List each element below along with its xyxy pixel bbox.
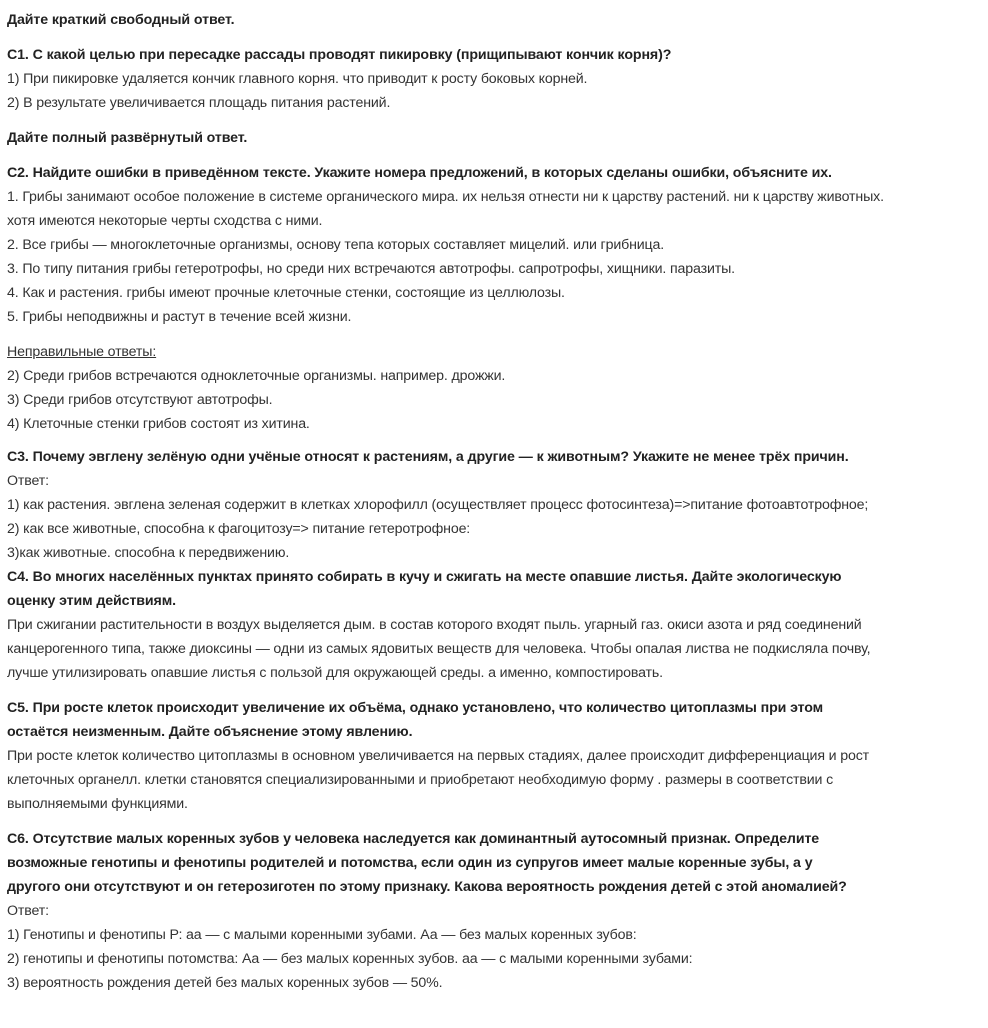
answer-line: клеточных органелл. клетки становятся специализированными и приобретают необходимую форму . размеры в соответствии с <box>7 772 834 788</box>
question-c6 <box>7 827 987 995</box>
answer-line: 2) Среди грибов встречаются одноклеточные организмы. например. дрожжи. <box>7 368 506 384</box>
answer-line: 3)как животные. способна к передвижению. <box>7 545 290 561</box>
question-title: оценку этим действиям. <box>7 593 176 609</box>
answer-line: 4) Клеточные стенки грибов состоят из хитина. <box>7 416 310 432</box>
answer-line: канцерогенного типа, также диоксины — одни из самых ядовитых веществ для человека. Чтобы опалая листва не подкисляла почву, <box>7 641 871 657</box>
answer-line: 2) как все животные, способна к фагоцитозу=> питание гетеротрофное: <box>7 521 471 537</box>
answer-line: 2) генотипы и фенотипы потомства: Аа — без малых коренных зубов. аа — с малыми коренными зубами: <box>7 951 693 967</box>
question-c2 <box>7 161 987 436</box>
question-title: С3. Почему эвглену зелёную одни учёные относят к растениям, а другие — к животным? Укажите не менее трёх причин. <box>7 449 849 465</box>
text-line: 1. Грибы занимают особое положение в системе органического мира. их нельзя отнести ни к царству растений. ни к царству животных. <box>7 189 884 205</box>
question-title: С4. Во многих населённых пунктах принято собирать в кучу и сжигать на месте опавшие листья. Дайте экологическую <box>7 569 842 585</box>
question-c1 <box>7 43 987 115</box>
answer-line: 1) Генотипы и фенотипы Р: аа — с малыми коренными зубами. Аа — без малых коренных зубов: <box>7 927 637 943</box>
intro-full-heading: Дайте полный развёрнутый ответ. <box>7 130 248 146</box>
question-c4 <box>7 565 987 685</box>
text-line: хотя имеются некоторые черты сходства с ними. <box>7 213 323 229</box>
answer-line: 1) как растения. эвглена зеленая содержит в клетках хлорофилл (осуществляет процесс фотосинтеза)=>питание фотоавтотрофное; <box>7 497 869 513</box>
question-title: С5. При росте клеток происходит увеличение их объёма, однако установлено, что количество цитоплазмы при этом <box>7 700 824 716</box>
question-title: С2. Найдите ошибки в приведённом тексте. Укажите номера предложений, в которых сделаны ошибки, объясните их. <box>7 165 832 181</box>
answer-line: 3) вероятность рождения детей без малых коренных зубов — 50%. <box>7 975 443 991</box>
answer-label: Ответ: <box>7 473 49 489</box>
text-line: 5. Грибы неподвижны и растут в течение всей жизни. <box>7 309 352 325</box>
question-title: остаётся неизменным. Дайте объяснение этому явлению. <box>7 724 413 740</box>
text-line: 3. По типу питания грибы гетеротрофы, но среди них встречаются автотрофы. сапротрофы, хищники. паразиты. <box>7 261 735 277</box>
question-title: другого они отсутствуют и он гетерозиготен по этому признаку. Какова вероятность рождения детей с этой аномалией? <box>7 879 847 895</box>
question-title: С1. С какой целью при пересадке рассады проводят пикировку (прищипывают кончик корня)? <box>7 47 672 63</box>
question-title: возможные генотипы и фенотипы родителей и потомства, если один из супругов имеет малые коренные зубы, а у <box>7 855 813 871</box>
answer-line: 2) В результате увеличивается площадь питания растений. <box>7 95 391 111</box>
text-line: 2. Все грибы — многоклеточные организмы, основу тепа которых составляет мицелий. или грибница. <box>7 237 665 253</box>
answer-line: При росте клеток количество цитоплазмы в основном увеличивается на первых стадиях, далее происходит дифференциация и рост <box>7 748 869 764</box>
wrong-answers-label: Неправильные ответы: <box>7 344 157 360</box>
answer-line: 3) Среди грибов отсутствуют автотрофы. <box>7 392 273 408</box>
text-line: 4. Как и растения. грибы имеют прочные клеточные стенки, состоящие из целлюлозы. <box>7 285 565 301</box>
intro-short-heading: Дайте краткий свободный ответ. <box>7 12 235 28</box>
document-body <box>7 8 987 995</box>
answer-line: 1) При пикировке удаляется кончик главного корня. что приводит к росту боковых корней. <box>7 71 588 87</box>
answer-line: лучше утилизировать опавшие листья с пользой для окружающей среды. а именно, компостировать. <box>7 665 663 681</box>
question-c5 <box>7 696 987 816</box>
question-title: С6. Отсутствие малых коренных зубов у человека наследуется как доминантный аутосомный признак. Определите <box>7 831 820 847</box>
answer-label: Ответ: <box>7 903 49 919</box>
answer-line: выполняемыми функциями. <box>7 796 188 812</box>
answer-line: При сжигании растительности в воздух выделяется дым. в состав которого входят пыль. угарный газ. окиси азота и ряд соединений <box>7 617 862 633</box>
question-c3 <box>7 445 987 565</box>
